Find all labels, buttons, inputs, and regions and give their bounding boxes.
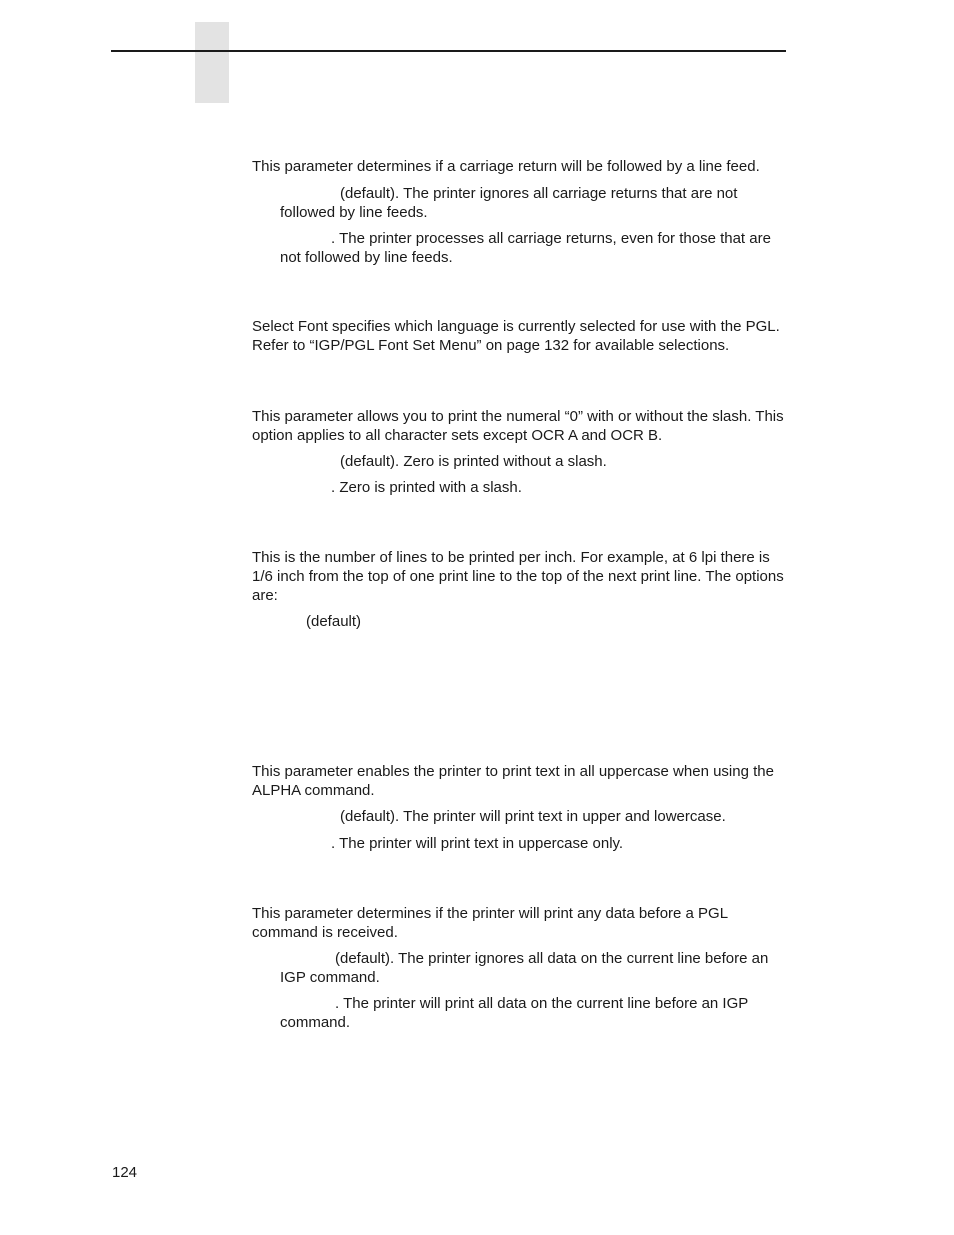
select-font-description: Select Font specifies which language is currently selected for use with the PGL. Refer to “IGP/PGL Font Set Menu” on page 132 for available selections.: [252, 318, 780, 354]
crlf-option-2: . The printer processes all carriage returns, even for those that are not followed by line feeds.: [280, 230, 771, 266]
lpi-description: This is the number of lines to be printed per inch. For example, at 6 lpi there is 1/6 inch from the top of one print line to the top of the next print line. The options are:: [252, 549, 784, 604]
header-rule: [111, 50, 786, 52]
uppercase-option-2: . The printer will print text in uppercase only.: [331, 835, 624, 852]
print-data-option-2: . The printer will print all data on the current line before an IGP command.: [280, 995, 749, 1031]
uppercase-description: This parameter enables the printer to print text in all uppercase when using the ALPHA command.: [252, 763, 774, 799]
print-data-option-1: (default). The printer ignores all data on the current line before an IGP command.: [280, 950, 769, 986]
lpi-option-1: (default): [306, 613, 362, 630]
crlf-description: This parameter determines if a carriage return will be followed by a line feed.: [252, 158, 760, 175]
slash-zero-description: This parameter allows you to print the numeral “0” with or without the slash. This option applies to all character sets except OCR A and OCR B.: [252, 408, 784, 444]
slash-zero-option-1: (default). Zero is printed without a slash.: [340, 453, 607, 470]
uppercase-option-1: (default). The printer will print text in upper and lowercase.: [340, 808, 726, 825]
chapter-tab: [195, 22, 229, 103]
slash-zero-option-2: . Zero is printed with a slash.: [331, 479, 522, 496]
print-data-description: This parameter determines if the printer will print any data before a PGL command is received.: [252, 905, 728, 941]
crlf-option-1: (default). The printer ignores all carriage returns that are not followed by line feeds.: [280, 185, 738, 221]
page-number: 124: [112, 1164, 138, 1181]
